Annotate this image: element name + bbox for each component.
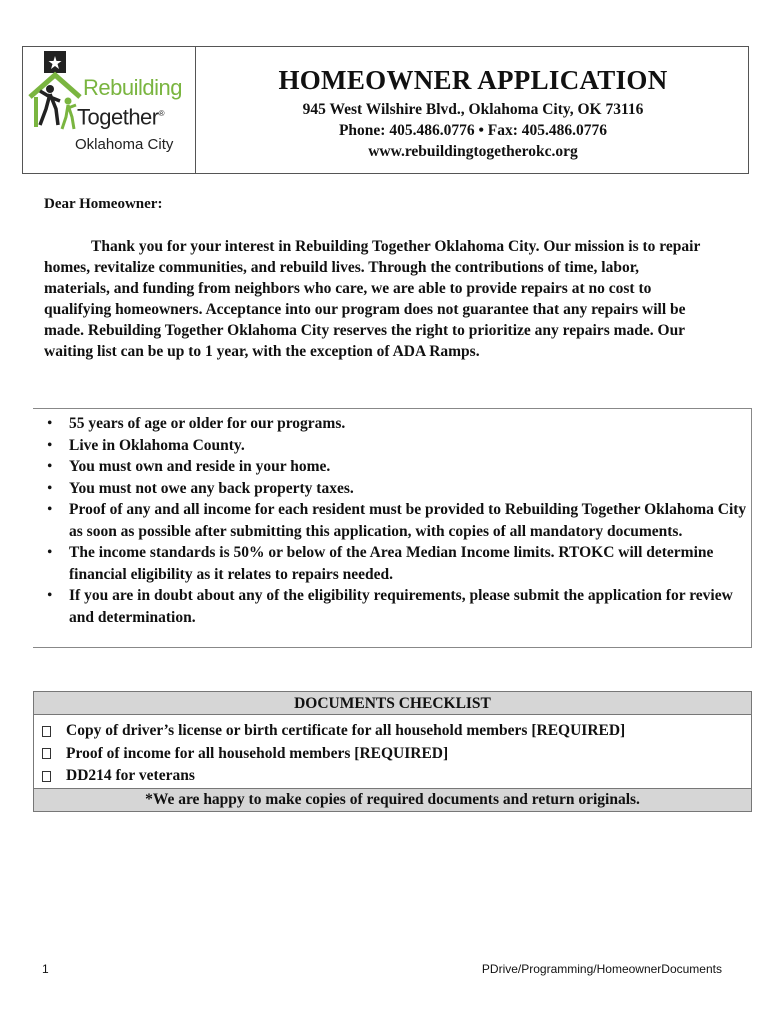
org-phone-fax: Phone: 405.486.0776 • Fax: 405.486.0776 — [338, 122, 608, 139]
eligibility-requirements — [33, 408, 752, 648]
logo-city-text: Oklahoma City — [75, 136, 174, 153]
list-item: • You must own and reside in your home. — [33, 456, 748, 478]
greeting: Dear Homeowner: — [44, 196, 163, 212]
page-title: HOMEOWNER APPLICATION — [278, 65, 668, 95]
checkbox[interactable] — [42, 748, 51, 759]
list-item: • If you are in doubt about any of the eligibility requirements, please submit the application for review and determination. — [33, 585, 748, 628]
page-number: 1 — [42, 962, 49, 976]
requirements-list — [33, 413, 748, 628]
checklist-title: DOCUMENTS CHECKLIST — [34, 692, 751, 715]
checklist-item-label: Proof of income for all household members [REQUIRED] — [66, 744, 449, 762]
list-item: • Proof of any and all income for each resident must be provided to Rebuilding Together Oklahoma City as soon as possible after submitting this application, with copies of all mandatory documents. — [33, 499, 748, 542]
list-item: • 55 years of age or older for our programs. — [33, 413, 748, 435]
checklist-note: *We are happy to make copies of required documents and return originals. — [34, 788, 751, 811]
documents-checklist — [33, 691, 752, 812]
checklist-item-label: Copy of driver’s license or birth certificate for all household members [REQUIRED] — [66, 722, 626, 739]
list-item: • You must not owe any back property taxes. — [33, 478, 748, 500]
checklist-item — [42, 743, 625, 766]
footer-file-path: PDrive/Programming/HomeownerDocuments — [481, 962, 722, 976]
checkbox[interactable] — [42, 726, 51, 737]
logo-rebuilding-text: Rebuilding — [83, 75, 182, 100]
checklist-item — [42, 720, 625, 743]
rebuilding-together-logo — [23, 47, 195, 173]
checkbox[interactable] — [42, 771, 51, 782]
checklist-items — [42, 720, 625, 788]
house-figures-icon — [28, 51, 84, 135]
org-address: 945 West Wilshire Blvd., Oklahoma City, OK 73116 — [302, 101, 644, 118]
letterhead — [22, 46, 749, 174]
list-item: • Live in Oklahoma County. — [33, 435, 748, 457]
list-item: • The income standards is 50% or below of the Area Median Income limits. RTOKC will determine financial eligibility as it relates to repairs needed. — [33, 542, 748, 585]
checklist-item — [42, 765, 625, 788]
checklist-item-label: DD214 for veterans — [66, 767, 195, 784]
logo-together-text: Together® — [77, 104, 165, 130]
intro-paragraph: Thank you for your interest in Rebuilding Together Oklahoma City. Our mission is to repair homes, revitalize communities, and rebuild lives. Through the contributions of time, labor, materials, and funding from neighbors who care, we are able to provide repairs at no cost to qualifying homeowners. Acceptance into our program does not guarantee that any repairs will be made. Rebuilding Together Oklahoma City reserves the right to prioritize any repairs made. Our waiting list can be up to 1 year, with the exception of ADA Ramps. — [44, 238, 701, 360]
org-website: www.rebuildingtogetherokc.org — [368, 143, 578, 160]
